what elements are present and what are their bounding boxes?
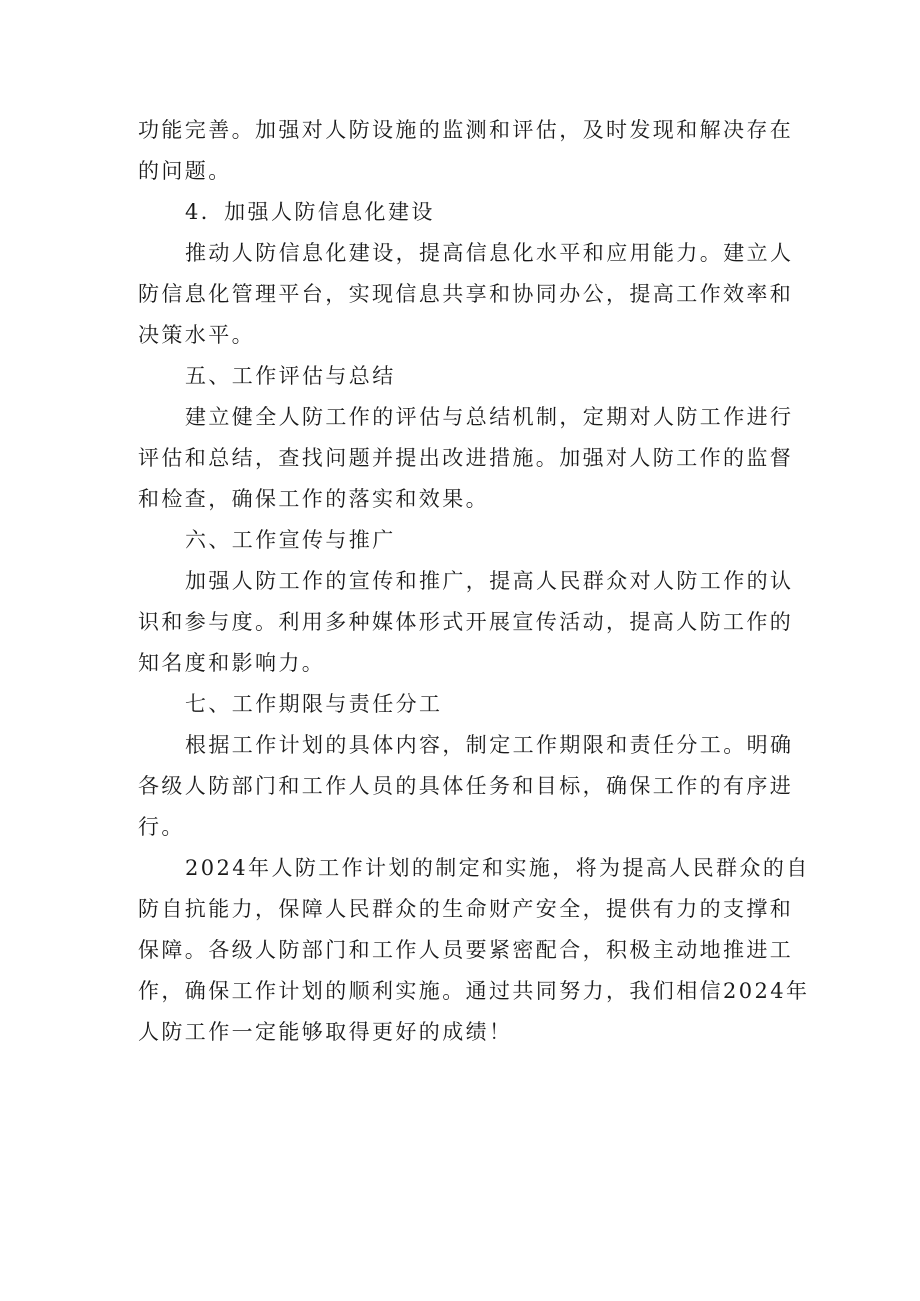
text-line: 评估和总结，查找问题并提出改进措施。加强对人防工作的监督 [138, 446, 794, 470]
text-line: 和检查，确保工作的落实和效果。 [138, 487, 489, 511]
text-line: 人防工作一定能够取得更好的成绩！ [138, 1020, 513, 1044]
section-heading: 六、工作宣传与推广 [185, 528, 396, 552]
text-line: 功能完善。加强对人防设施的监测和评估，及时发现和解决存在 [138, 118, 794, 142]
text-line: 保障。各级人防部门和工作人员要紧密配合，积极主动地推进工 [138, 938, 794, 962]
text-line: 作，确保工作计划的顺利实施。通过共同努力，我们相信2024年 [138, 979, 810, 1003]
text-line: 识和参与度。利用多种媒体形式开展宣传活动，提高人防工作的 [138, 610, 794, 634]
paragraph-first-line: 2024年人防工作计划的制定和实施，将为提高人民群众的自 [185, 856, 810, 880]
text-line: 行。 [138, 815, 185, 839]
text-line: 的问题。 [138, 159, 232, 183]
paragraph-first-line: 加强人防工作的宣传和推广，提高人民群众对人防工作的认 [185, 569, 794, 593]
paragraph-first-line: 建立健全人防工作的评估与总结机制，定期对人防工作进行 [185, 405, 794, 429]
text-line: 知名度和影响力。 [138, 651, 326, 675]
text-line: 决策水平。 [138, 323, 255, 347]
section-heading: 五、工作评估与总结 [185, 364, 396, 388]
paragraph-first-line: 推动人防信息化建设，提高信息化水平和应用能力。建立人 [185, 241, 794, 265]
text-line: 各级人防部门和工作人员的具体任务和目标，确保工作的有序进 [138, 774, 794, 798]
subsection-heading: 4．加强人防信息化建设 [185, 200, 435, 224]
paragraph-first-line: 根据工作计划的具体内容，制定工作期限和责任分工。明确 [185, 733, 794, 757]
text-line: 防自抗能力，保障人民群众的生命财产安全，提供有力的支撑和 [138, 897, 794, 921]
text-line: 防信息化管理平台，实现信息共享和协同办公，提高工作效率和 [138, 282, 794, 306]
document-body [138, 110, 810, 1053]
section-heading: 七、工作期限与责任分工 [185, 692, 443, 716]
